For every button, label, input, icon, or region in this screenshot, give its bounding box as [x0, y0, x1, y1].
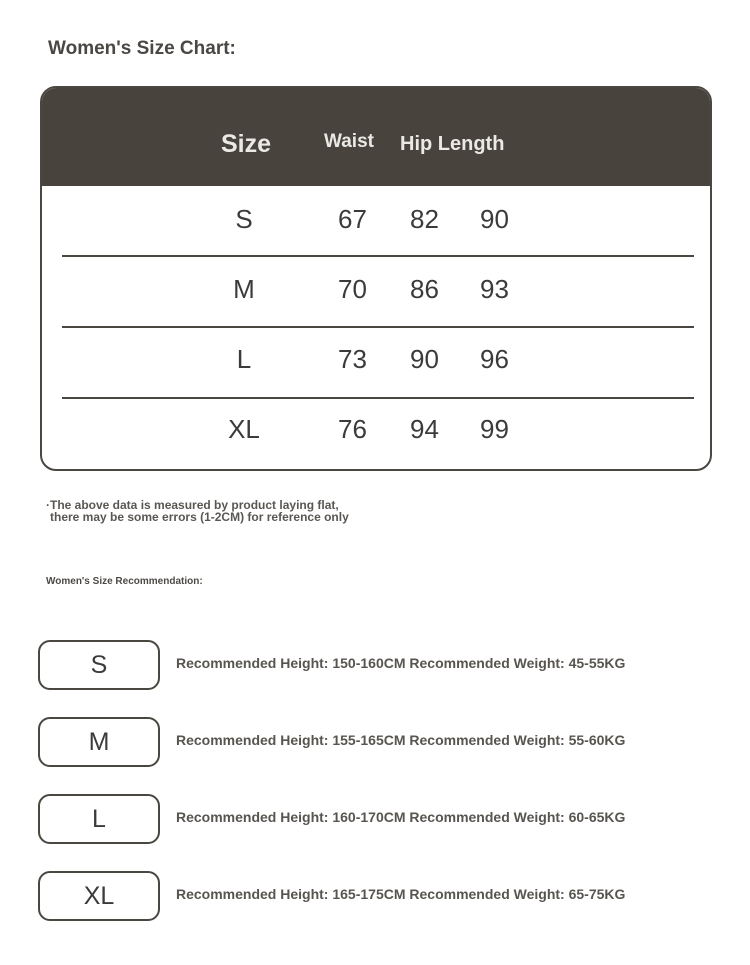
size-badge: L [38, 794, 160, 844]
cell-size: XL [228, 414, 260, 444]
cell-waist: 70 [338, 274, 367, 304]
recommendation-text: Recommended Height: 150-160CM Recommended Weight: 45-55KG [176, 655, 626, 671]
cell-hip: 86 [410, 274, 439, 304]
measurement-note [46, 499, 349, 523]
cell-hip: 90 [410, 344, 439, 374]
cell-length: 99 [480, 414, 509, 444]
recommendation-text: Recommended Height: 155-165CM Recommended Weight: 55-60KG [176, 732, 626, 748]
size-badge: XL [38, 871, 160, 921]
table-row [42, 256, 710, 326]
header-hip-length: Hip Length [400, 133, 505, 155]
table-header [42, 88, 710, 186]
size-badge: M [38, 717, 160, 767]
cell-size: M [233, 274, 255, 304]
recommendation-title: Women's Size Recommendation: [46, 576, 203, 587]
cell-size: S [235, 204, 253, 234]
header-waist: Waist [324, 131, 374, 152]
recommendation-item [38, 717, 718, 769]
table-row [42, 186, 710, 256]
cell-waist: 73 [338, 344, 367, 374]
header-size: Size [221, 130, 272, 158]
cell-size: L [236, 344, 252, 374]
recommendation-text: Recommended Height: 160-170CM Recommended Weight: 60-65KG [176, 809, 626, 825]
note-line-1: ·The above data is measured by product laying flat, [46, 498, 339, 512]
recommendation-item [38, 794, 718, 846]
table-row [42, 326, 710, 396]
cell-length: 90 [480, 204, 509, 234]
size-chart-table [40, 86, 712, 471]
table-row [42, 396, 710, 466]
cell-waist: 76 [338, 414, 367, 444]
cell-length: 96 [480, 344, 509, 374]
recommendation-text: Recommended Height: 165-175CM Recommended Weight: 65-75KG [176, 886, 626, 902]
note-line-2: there may be some errors (1-2CM) for reference only [50, 510, 349, 524]
recommendation-item [38, 640, 718, 692]
cell-hip: 82 [410, 204, 439, 234]
cell-hip: 94 [410, 414, 439, 444]
page-title: Women's Size Chart: [48, 38, 236, 59]
cell-waist: 67 [338, 204, 367, 234]
size-badge: S [38, 640, 160, 690]
recommendation-item [38, 871, 718, 923]
cell-length: 93 [480, 274, 509, 304]
